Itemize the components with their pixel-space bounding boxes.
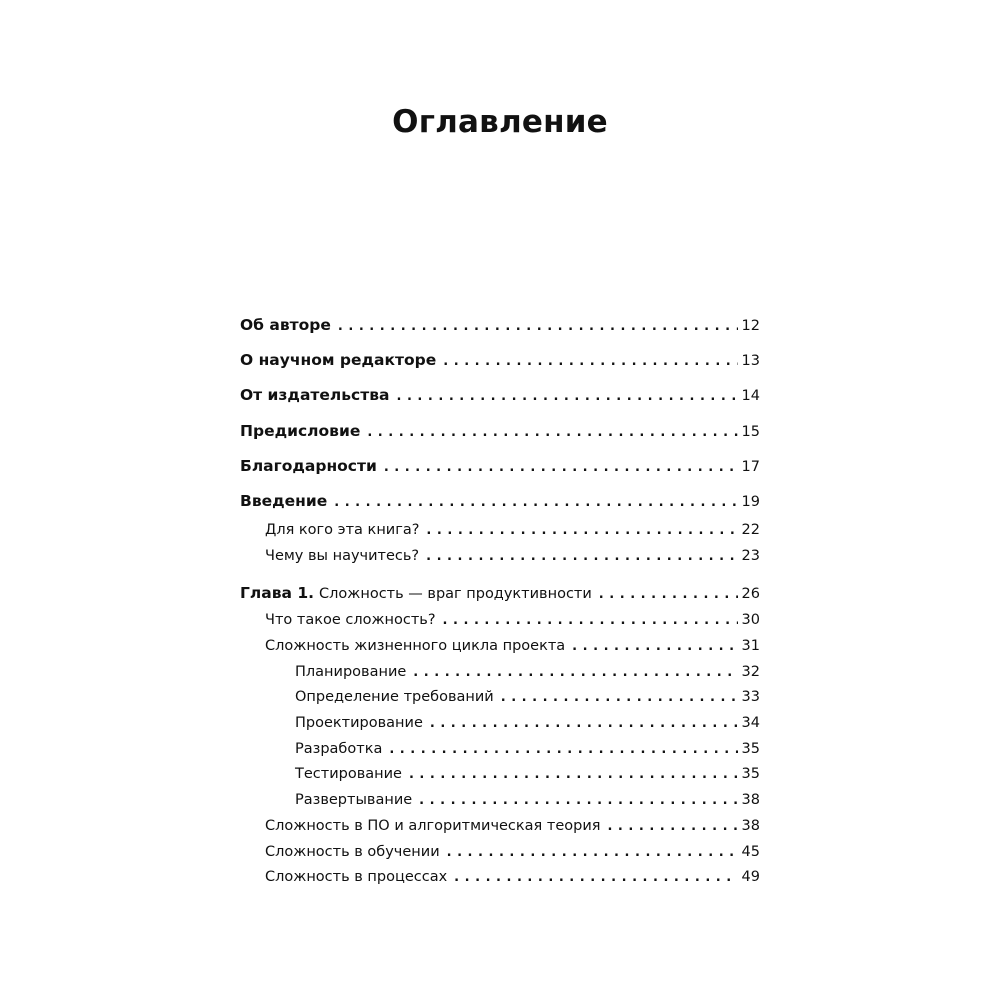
toc-entry-acknowledgements[interactable] xyxy=(240,455,760,479)
toc-entry-planning[interactable] xyxy=(240,661,760,684)
toc-page-number: 49 xyxy=(741,869,760,885)
toc-page-number: 35 xyxy=(741,766,760,782)
chapter-label: Глава 1. xyxy=(240,584,315,602)
toc-page-number: 23 xyxy=(741,548,760,564)
toc-entry-deployment[interactable] xyxy=(240,789,760,812)
dot-leader xyxy=(430,713,738,735)
page-title: Оглавление xyxy=(392,104,608,140)
toc-entry-text: Проектирование xyxy=(295,715,423,731)
dot-leader xyxy=(384,457,738,479)
dot-leader xyxy=(501,687,738,709)
toc-page-number: 31 xyxy=(741,638,760,654)
dot-leader xyxy=(338,316,738,338)
toc-entry-what-is-complexity[interactable] xyxy=(240,609,760,632)
toc-entry-text: Сложность — враг продуктивности xyxy=(319,586,592,602)
toc-entry-text: Сложность в обучении xyxy=(265,844,440,860)
toc-page-number: 22 xyxy=(741,522,760,538)
toc-page-number: 17 xyxy=(741,459,760,475)
toc-page-number: 14 xyxy=(741,388,760,404)
toc-page-number: 32 xyxy=(741,664,760,680)
dot-leader xyxy=(426,520,737,542)
toc-entry-text: О научном редакторе xyxy=(240,351,437,369)
toc-entry-text: Сложность в ПО и алгоритмическая теория xyxy=(265,818,601,834)
toc-page-number: 33 xyxy=(741,689,760,705)
dot-leader xyxy=(397,386,738,408)
dot-leader xyxy=(607,816,737,838)
toc-entry-about-author[interactable] xyxy=(240,314,760,338)
toc-entry-design[interactable] xyxy=(240,712,760,735)
toc-entry-text: От издательства xyxy=(240,386,390,404)
toc-page-number: 34 xyxy=(741,715,760,731)
toc-page-number: 30 xyxy=(741,612,760,628)
dot-leader xyxy=(572,636,737,658)
dot-leader xyxy=(454,867,737,889)
toc-entry-text: Введение xyxy=(240,492,328,510)
toc-entry-text: Планирование xyxy=(295,664,407,680)
toc-page-number: 38 xyxy=(741,792,760,808)
toc-entry-text: Разработка xyxy=(295,741,383,757)
dot-leader xyxy=(389,739,737,761)
toc-page-number: 12 xyxy=(741,318,760,334)
dot-leader xyxy=(443,610,738,632)
toc-page-number: 35 xyxy=(741,741,760,757)
toc-entry-text: Благодарности xyxy=(240,457,377,475)
dot-leader xyxy=(447,842,738,864)
dot-leader xyxy=(599,584,738,606)
toc-entry-text: Чему вы научитесь? xyxy=(265,548,420,564)
dot-leader xyxy=(426,546,737,568)
toc-entry-what-you-learn[interactable] xyxy=(240,545,760,568)
toc-entry-text: Сложность жизненного цикла проекта xyxy=(265,638,566,654)
toc-page-number: 15 xyxy=(741,424,760,440)
toc-entry-publisher[interactable] xyxy=(240,384,760,408)
toc-entry-software-complexity[interactable] xyxy=(240,815,760,838)
dot-leader xyxy=(443,351,737,373)
toc-entry-testing[interactable] xyxy=(240,763,760,786)
toc-page-number: 38 xyxy=(741,818,760,834)
toc-entry-preface[interactable] xyxy=(240,420,760,444)
toc-entry-text: Что такое сложность? xyxy=(265,612,436,628)
toc-page-number: 45 xyxy=(741,844,760,860)
toc-page-number: 13 xyxy=(741,353,760,369)
toc-entry-text: Для кого эта книга? xyxy=(265,522,420,538)
toc-page-number: 26 xyxy=(741,586,760,602)
toc-entry-introduction[interactable] xyxy=(240,490,760,514)
dot-leader xyxy=(413,662,737,684)
toc-entry-text: Определение требований xyxy=(295,689,494,705)
toc-entry-learning-complexity[interactable] xyxy=(240,841,760,864)
toc-entry-text: Развертывание xyxy=(295,792,413,808)
toc-entry-who-is-book-for[interactable] xyxy=(240,519,760,542)
toc-entry-requirements[interactable] xyxy=(240,686,760,709)
dot-leader xyxy=(419,790,737,812)
toc-entry-text: Тестирование xyxy=(295,766,402,782)
toc-entry-text: Сложность в процессах xyxy=(265,869,448,885)
toc-entry-project-lifecycle[interactable] xyxy=(240,635,760,658)
toc-entry-development[interactable] xyxy=(240,738,760,761)
toc-entry-text: Предисловие xyxy=(240,422,361,440)
toc-entry-process-complexity[interactable] xyxy=(240,866,760,889)
dot-leader xyxy=(367,422,737,444)
toc-entry-science-editor[interactable] xyxy=(240,349,760,373)
dot-leader xyxy=(334,492,737,514)
toc-entry-chapter-1[interactable] xyxy=(240,582,760,606)
toc-entry-text: Об авторе xyxy=(240,316,331,334)
toc-page-number: 19 xyxy=(741,494,760,510)
dot-leader xyxy=(409,764,738,786)
